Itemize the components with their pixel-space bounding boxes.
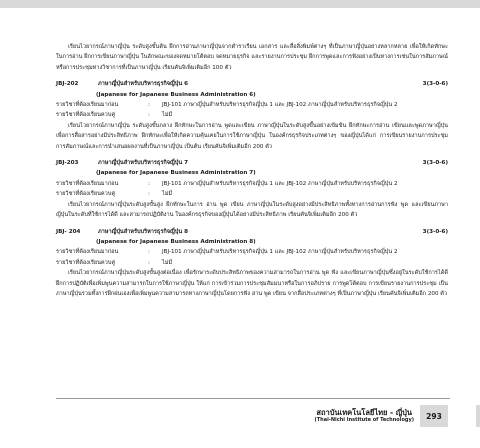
prerequisite-value: JBJ-101 ภาษาญี่ปุ่นสำหรับบริหารธุรกิจญี่ปุ่น 1 และ JBJ-102 ภาษาญี่ปุ่นสำหรับบริหารธุรกิจญี่ปุ่น 2 xyxy=(162,102,398,109)
prerequisite-label: รายวิชาที่ต้องเรียนมาก่อน xyxy=(56,249,119,256)
course-block xyxy=(56,158,448,220)
footer-divider xyxy=(56,398,450,399)
course-heading xyxy=(56,158,448,168)
prerequisite-label: รายวิชาที่ต้องเรียนมาก่อน xyxy=(56,102,119,109)
course-title-en: (Japanese for Japanese Business Administration 7) xyxy=(96,170,256,177)
course-credits: 3(3-0-6) xyxy=(422,160,448,167)
top-gray-band xyxy=(0,0,480,8)
page-number: 293 xyxy=(420,405,448,427)
intro-paragraph: เรียนไวยากรณ์ภาษาญี่ปุ่น ระดับสูงขั้นต้น ฝึกการอ่านภาษาญี่ปุ่นจากตำราเรียน เอกสาร และสื่อสิ่งพิมพ์ต่างๆ ที่เป็นภาษาญี่ปุ่นอย่างหลากหลาย เพื่อให้เกิดทักษะในการอ่าน ฝึกการเขียนภาษาญี่ปุ่น ในลักษณะของจดหมายโต้ตอบ จดหมายธุรกิจ และรายงานการประชุม ฝึกการพูดและการฟังอย่างเป็นทางการเช่นในการสัมภาษณ์หรือการประชุมทางวิชาการที่เป็นภาษาญี่ปุ่น เรียนคันจิเพิ่มเติมอีก 100 ตัว xyxy=(56,44,448,71)
prerequisite-value: JBJ-101 ภาษาญี่ปุ่นสำหรับบริหารธุรกิจญี่ปุ่น 1 และ JBJ-102 ภาษาญี่ปุ่นสำหรับบริหารธุรกิจญี่ปุ่น 2 xyxy=(162,249,398,256)
page-footer xyxy=(314,405,448,427)
prerequisite-label: รายวิชาที่ต้องเรียนมาก่อน xyxy=(56,180,119,187)
page-content xyxy=(56,42,448,305)
course-title-th: ภาษาญี่ปุ่นสำหรับบริหารธุรกิจญี่ปุ่น 7 xyxy=(97,160,188,167)
institute-name-th: สถาบันเทคโนโลยีไทย - ญี่ปุ่น xyxy=(316,408,413,417)
course-credits: 3(3-0-6) xyxy=(422,81,448,88)
course-heading xyxy=(56,79,448,89)
corequisite-row: รายวิชาที่ต้องเรียนควบคู่ : ไม่มี xyxy=(56,258,448,268)
page-edge-tab xyxy=(476,405,480,427)
prerequisite-value: JBJ-101 ภาษาญี่ปุ่นสำหรับบริหารธุรกิจญี่ปุ่น 1 และ JBJ-102 ภาษาญี่ปุ่นสำหรับบริหารธุรกิจญี่ปุ่น 2 xyxy=(162,180,398,187)
corequisite-label: รายวิชาที่ต้องเรียนควบคู่ xyxy=(56,259,116,266)
course-code: JBJ- 204 xyxy=(56,228,81,235)
course-block xyxy=(56,227,448,300)
prerequisite-row: รายวิชาที่ต้องเรียนมาก่อน : JBJ-101 ภาษาญี่ปุ่นสำหรับบริหารธุรกิจญี่ปุ่น 1 และ JBJ-102 ภาษาญี่ปุ่นสำหรับบริหารธุรกิจญี่ปุ่น 2 xyxy=(56,179,448,189)
course-title-en: (Japanese for Japanese Business Administration 8) xyxy=(96,238,256,245)
prerequisite-row: รายวิชาที่ต้องเรียนมาก่อน : JBJ-101 ภาษาญี่ปุ่นสำหรับบริหารธุรกิจญี่ปุ่น 1 และ JBJ-102 ภาษาญี่ปุ่นสำหรับบริหารธุรกิจญี่ปุ่น 2 xyxy=(56,247,448,257)
prerequisite-row: รายวิชาที่ต้องเรียนมาก่อน : JBJ-101 ภาษาญี่ปุ่นสำหรับบริหารธุรกิจญี่ปุ่น 1 และ JBJ-102 ภาษาญี่ปุ่นสำหรับบริหารธุรกิจญี่ปุ่น 2 xyxy=(56,100,448,110)
corequisite-label: รายวิชาที่ต้องเรียนควบคู่ xyxy=(56,191,116,198)
course-description: เรียนไวยากรณ์ภาษาญี่ปุ่นระดับสูงขั้นสูงต่อเนื่อง เพื่อรักษาระดับประสิทธิภาพของความสามารถในการอ่าน พูด ฟัง และเขียนภาษาญี่ปุ่นซึ่งอยู่ในระดับใช้การได้ดี ฝึกการปฏิบัติเพื่อเพิ่มพูนความสามารถในการใช้ภาษาญี่ปุ่น ให้แก่ การเข้าร่วมการประชุมสัมมนาหรือในการอภิปราย การพูดโต้ตอบ การเขียนรายงานการประชุม เป็นภาษาญี่ปุ่นรวมทั้งการฝึกฝนเองเพื่อเพิ่มพูนความสามารถทางภาษาญี่ปุ่นโดยการฟัง อ่าน พูด เขียน จากสื่อประเภทต่างๆ ที่เป็นภาษาญี่ปุ่น เรียนคันจิเพิ่มเติมอีก 200 ตัว xyxy=(56,270,448,297)
course-block xyxy=(56,79,448,152)
corequisite-label: รายวิชาที่ต้องเรียนควบคู่ xyxy=(56,112,116,119)
corequisite-row: รายวิชาที่ต้องเรียนควบคู่ : ไม่มี xyxy=(56,110,448,120)
course-title-en: (Japanese for Japanese Business Administration 6) xyxy=(96,91,256,98)
course-credits: 3(3-0-6) xyxy=(422,228,448,235)
corequisite-row: รายวิชาที่ต้องเรียนควบคู่ : ไม่มี xyxy=(56,189,448,199)
course-heading xyxy=(56,227,448,237)
corequisite-value: ไม่มี xyxy=(162,259,173,266)
course-title-th: ภาษาญี่ปุ่นสำหรับบริหารธุรกิจญี่ปุ่น 6 xyxy=(97,81,188,88)
course-title-th: ภาษาญี่ปุ่นสำหรับบริหารธุรกิจญี่ปุ่น 8 xyxy=(97,228,188,235)
corequisite-value: ไม่มี xyxy=(162,191,173,198)
corequisite-value: ไม่มี xyxy=(162,112,173,119)
course-code: JBJ-202 xyxy=(56,81,79,88)
institute-name-en: (Thai-Nichi Institute of Technology) xyxy=(314,417,414,423)
course-description: เรียนไวยากรณ์ภาษาญี่ปุ่นระดับสูงขั้นสูง ฝึกทักษะในการ อ่าน พูด เขียน ภาษาญี่ปุ่นในระดับสูงอย่างมีประสิทธิภาพทั้งทางการอ่านการฟัง พูด และเขียนภาษาญี่ปุ่นในระดับที่ใช้การได้ดี และสามารถปฏิบัติงาน ในองค์กรธุรกิจของญี่ปุ่นได้อย่างมีประสิทธิภาพ เรียนคันจิเพิ่มเติมอีก 200 ตัว xyxy=(56,201,448,219)
course-description: เรียนไวยากรณ์ภาษาญี่ปุ่น ระดับสูงขั้นกลาง ฝึกทักษะในการอ่าน พูดและเขียน ภาษาญี่ปุ่นในระดับสูงขึ้นอย่างเข้มข้น ฝึกทักษะการอ่าน เขียนและพูดภาษาญี่ปุ่นเพื่อการสื่อสารอย่างมีประสิทธิภาพ ฝึกทักษะเพื่อให้เกิดความคุ้นเคยในการใช้ภาษาญี่ปุ่น ในองค์กรธุรกิจประเภทต่างๆ ของญี่ปุ่นได้แก่ การเขียนรายงานการประชุม การสัมภาษณ์และการนำเสนอผลงานที่เป็นภาษาญี่ปุ่น เป็นต้น เรียนคันจิเพิ่มเติมอีก 200 ตัว xyxy=(56,122,448,150)
course-code: JBJ-203 xyxy=(56,160,79,167)
